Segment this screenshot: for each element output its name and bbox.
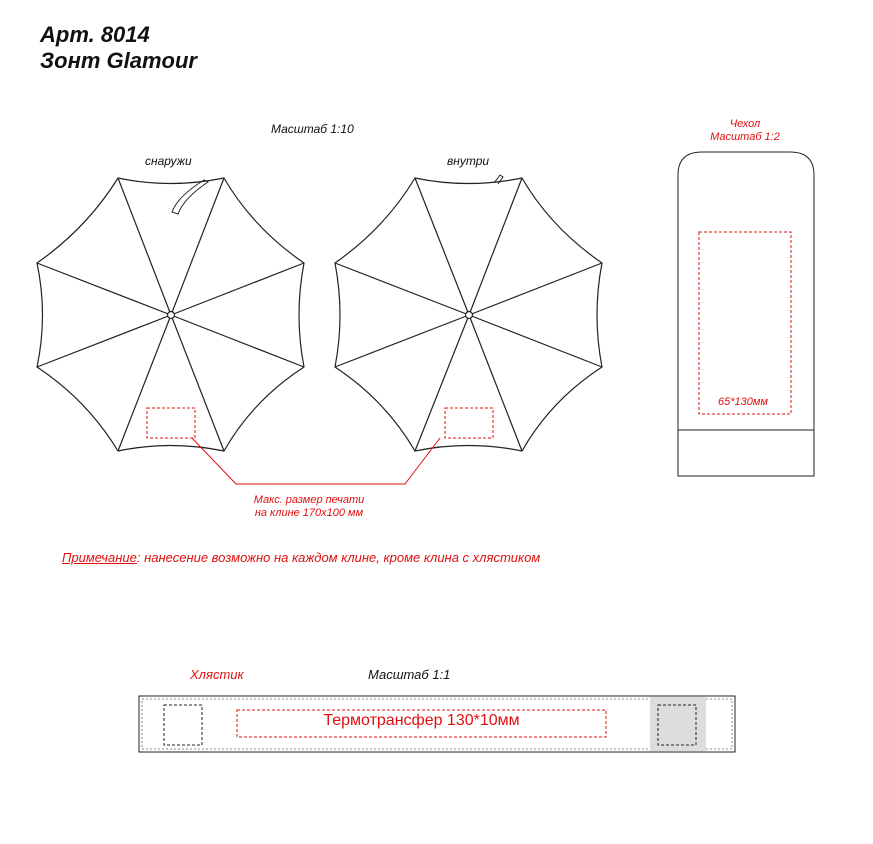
strap-title: Хлястик [190, 667, 244, 682]
umbrella-inside-label: внутри [447, 154, 490, 168]
case-print-area [699, 232, 791, 414]
umbrella-outside-strap [172, 180, 208, 214]
strap-left-snap [164, 705, 202, 745]
umbrella-outside [37, 178, 304, 451]
umbrellas-scale-label: Масштаб 1:10 [271, 122, 354, 136]
case-title-block [690, 118, 800, 144]
case-print-size: 65*130мм [718, 396, 768, 408]
note-text: : нанесение возможно на каждом клине, кроме клина с хлястиком [136, 550, 541, 565]
print-max-size-line2: на клине 170х100 мм [254, 507, 364, 519]
case-title: Чехол [729, 118, 761, 130]
application-note [62, 550, 540, 565]
umbrella-inside-center [466, 312, 473, 319]
case-drawing [678, 152, 814, 476]
product-name: Зонт Glamour [40, 48, 197, 73]
strap-print-label: Термотрансфер 130*10мм [323, 712, 520, 729]
strap-scale-label: Масштаб 1:1 [368, 667, 451, 682]
print-leader-line-inside [370, 438, 440, 484]
note-prefix: Примечание [62, 550, 137, 565]
print-max-size-note [224, 494, 394, 520]
print-max-size-line1: Макс. размер печати [253, 494, 365, 506]
umbrella-inside [335, 175, 602, 451]
case-outline [678, 152, 814, 476]
umbrella-outside-label: снаружи [145, 154, 192, 168]
umbrella-outside-print-area [147, 408, 195, 438]
print-leader-line-outside [192, 438, 270, 484]
umbrella-inside-print-area [445, 408, 493, 438]
umbrella-outside-center [168, 312, 175, 319]
case-scale: Масштаб 1:2 [710, 131, 780, 143]
article-number: Арт. 8014 [40, 22, 150, 47]
